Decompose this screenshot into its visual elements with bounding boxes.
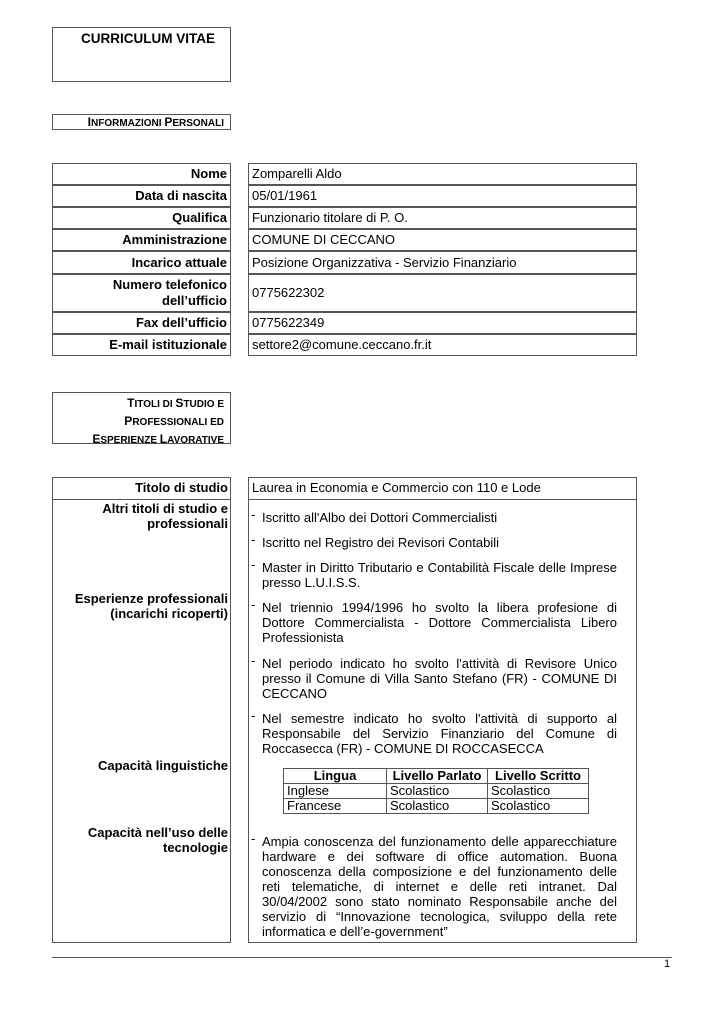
languages-table	[283, 768, 589, 814]
list-item: - Nel triennio 1994/1996 ho svolto la libera profesione di Dottore Commercialista - Dottore Commercialista Libero Professionista	[251, 597, 617, 645]
label-data-nascita: Data di nascita	[52, 185, 231, 207]
list-item: - Master in Diritto Tributario e Contabilità Fiscale delle Imprese presso L.U.I.S.S.	[251, 557, 617, 590]
document-title: CURRICULUM VITAE	[81, 31, 215, 46]
section-personal-header: INFORMAZIONI PERSONALI	[52, 114, 231, 130]
table-header: Livello Scritto	[488, 769, 589, 784]
value-titolo-studio: Laurea in Economia e Commercio con 110 e Lode	[252, 480, 541, 495]
value-telefono: 0775622302	[248, 274, 637, 312]
value-qualifica: Funzionario titolare di P. O.	[248, 207, 637, 229]
value-data-nascita: 05/01/1961	[248, 185, 637, 207]
list-item: - Nel semestre indicato ho svolto l'attività di supporto al Responsabile del Servizio Finanziario del Comune di Roccasecca (FR) - COMUNE DI ROCCASECCA	[251, 708, 617, 756]
label-altri-titoli: Altri titoli di studio e professionali	[102, 501, 228, 531]
title-box	[52, 27, 231, 82]
label-fax: Fax dell’ufficio	[52, 312, 231, 334]
label-tecnologie: Capacità nell’uso delle tecnologie	[87, 825, 228, 855]
label-esperienze: Esperienze professionali (incarichi ricoperti)	[74, 591, 228, 621]
footer-divider	[52, 957, 672, 958]
list-item: - Nel periodo indicato ho svolto l'attività di Revisore Unico presso il Comune di Villa Santo Stefano (FR) - COMUNE DI CECCANO	[251, 653, 617, 701]
value-incarico: Posizione Organizzativa - Servizio Finanziario	[248, 251, 637, 274]
table-header: Lingua	[284, 769, 387, 784]
table-header: Livello Parlato	[387, 769, 488, 784]
row-divider	[52, 499, 231, 500]
titles-label-column	[52, 477, 231, 943]
value-amministrazione: COMUNE DI CECCANO	[248, 229, 637, 251]
value-fax: 0775622349	[248, 312, 637, 334]
table-row: Inglese Scolastico Scolastico	[284, 784, 589, 799]
table-row: Francese Scolastico Scolastico	[284, 799, 589, 814]
row-divider	[248, 499, 637, 500]
label-email: E-mail istituzionale	[52, 334, 231, 356]
label-titolo-studio: Titolo di studio	[135, 480, 228, 495]
list-item: - Iscritto nel Registro dei Revisori Contabili	[251, 532, 499, 550]
page-number: 1	[664, 958, 671, 970]
label-telefono: Numero telefonico dell’ufficio	[52, 274, 231, 312]
list-item: - Iscritto all'Albo dei Dottori Commercialisti	[251, 507, 498, 525]
section-titles-header: TITOLI DI STUDIO E PROFESSIONALI ED ESPERIENZE LAVORATIVE	[52, 392, 231, 444]
list-item: - Ampia conoscenza del funzionamento delle apparecchiature hardware e dei software di office automation. Buona conoscenza della composizione e del funzionamento delle reti telematiche, di internet e delle reti intranet. Dal 30/04/2002 sono stato nominato Responsabile anche del servizio di “Innovazione tecnologica, sviluppo della rete informatica e dell’e-government”	[251, 831, 617, 939]
label-nome: Nome	[52, 163, 231, 185]
value-email: settore2@comune.ceccano.fr.it	[248, 334, 637, 356]
value-nome: Zomparelli Aldo	[248, 163, 637, 185]
label-lingue: Capacità linguistiche	[97, 758, 228, 773]
label-amministrazione: Amministrazione	[52, 229, 231, 251]
label-incarico: Incarico attuale	[52, 251, 231, 274]
label-qualifica: Qualifica	[52, 207, 231, 229]
